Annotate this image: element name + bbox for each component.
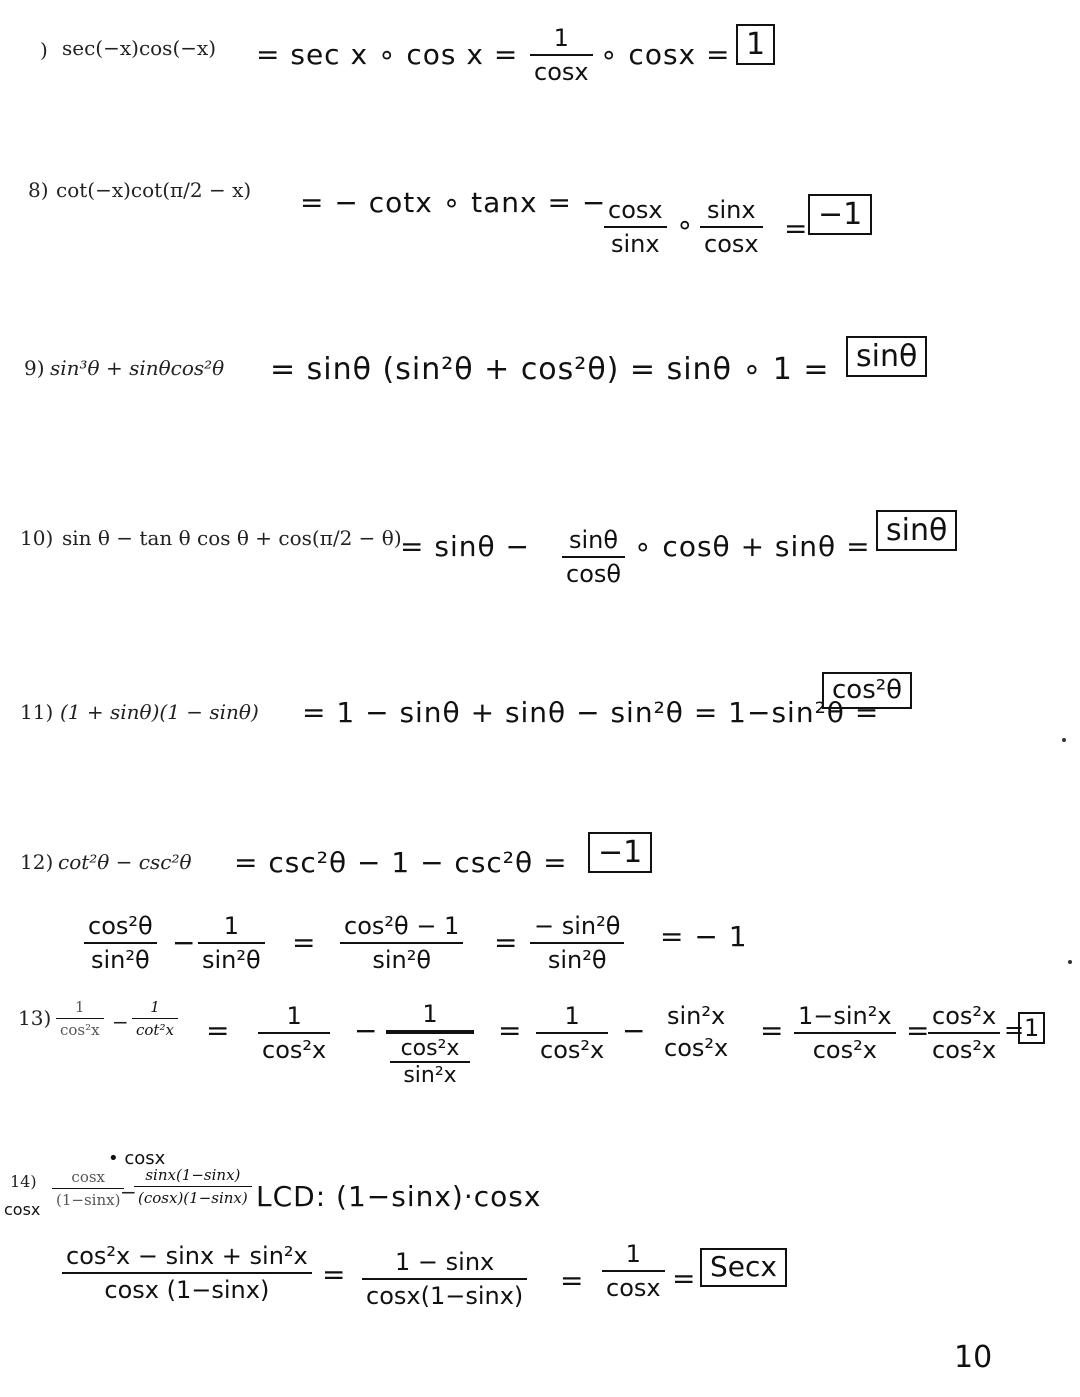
problem-7-answer: 1	[736, 24, 775, 65]
frac-denominator: cos²x	[60, 1021, 100, 1039]
problem-12-line2-minus: −	[172, 926, 197, 959]
problem-13-expr-f2	[132, 998, 178, 1039]
frac-denominator: cos²x	[932, 1036, 997, 1064]
problem-13-eq3: =	[760, 1014, 785, 1047]
frac-denominator: (1−sinx)	[56, 1191, 121, 1209]
problem-8-step1: = − cotx ∘ tanx = −	[300, 186, 607, 219]
frac-numerator: 1−sin²x	[798, 1002, 892, 1030]
problem-11-step1: = 1 − sinθ + sinθ − sin²θ = 1−sin²θ =	[302, 696, 880, 729]
frac-denominator: sin²θ	[202, 946, 261, 974]
problem-14-side: cosx	[4, 1200, 41, 1219]
problem-13-minus1: −	[354, 1014, 379, 1047]
frac-numerator: cos²θ	[88, 912, 153, 940]
problem-12-line2-f1	[84, 912, 157, 974]
problem-9-step1: = sinθ (sin²θ + cos²θ) = sinθ ∘ 1 =	[270, 352, 830, 387]
frac-denominator: cosθ	[566, 560, 622, 588]
problem-9-answer: sinθ	[846, 336, 927, 377]
problem-10-number: 10)	[20, 526, 54, 550]
problem-12-answer: −1	[588, 832, 652, 873]
problem-14-expr-f2	[134, 1166, 252, 1207]
problem-14-number: 14)	[10, 1172, 37, 1191]
problem-13-expr-minus: −	[112, 1010, 129, 1034]
problem-14-lcd: LCD: (1−sinx)·cosx	[256, 1180, 542, 1213]
problem-13-f3	[536, 1002, 608, 1064]
problem-14-eq3: =	[672, 1262, 697, 1295]
frac-numerator: 1 − sinx	[395, 1248, 495, 1276]
problem-8-expression: cot(−x)cot(π/2 − x)	[56, 178, 252, 202]
problem-7-expression: sec(−x)cos(−x)	[62, 36, 217, 60]
problem-7-step1: = sec x ∘ cos x =	[256, 38, 519, 71]
problem-9-expression: sin³θ + sinθcos²θ	[50, 356, 225, 380]
problem-12-line2-eq2: =	[494, 926, 519, 959]
problem-11-expression: (1 + sinθ)(1 − sinθ)	[60, 700, 259, 724]
problem-10-answer: sinθ	[876, 510, 957, 551]
problem-12-expression: cot²θ − csc²θ	[58, 850, 192, 874]
problem-14-f3	[602, 1240, 665, 1302]
frac-numerator: sinx	[707, 196, 756, 224]
frac-denominator: cosx	[534, 58, 589, 86]
problem-13-minus2: −	[622, 1014, 647, 1047]
frac-numerator: cos²x − sinx + sin²x	[66, 1242, 308, 1270]
problem-14-eq2: =	[560, 1264, 585, 1297]
problem-14-f1	[62, 1242, 312, 1304]
frac-denominator: sin²θ	[91, 946, 150, 974]
problem-13-answer: 1	[1018, 1012, 1045, 1044]
problem-13-f2	[386, 1000, 474, 1088]
problem-7-frac1	[530, 24, 593, 86]
frac-numerator: 1	[223, 912, 239, 940]
frac-denominator: cos²x	[812, 1036, 877, 1064]
problem-8-answer: −1	[808, 194, 872, 235]
frac-numerator: 1	[75, 998, 85, 1016]
problem-12-step1: = csc²θ − 1 − csc²θ =	[234, 846, 568, 879]
problem-14-expr-minus: −	[120, 1180, 137, 1204]
problem-13-f4	[660, 1002, 732, 1062]
frac-numerator: 1	[564, 1002, 580, 1030]
frac-numerator: 1	[286, 1002, 302, 1030]
problem-8-frac2	[700, 196, 763, 258]
frac-denominator: sin²θ	[372, 946, 431, 974]
problem-13-f5	[794, 1002, 896, 1064]
frac-numerator: 1	[422, 1000, 438, 1028]
problem-12-line2-eq1: =	[292, 926, 317, 959]
problem-12-line2-f4	[530, 912, 624, 974]
problem-14-eq1: =	[322, 1258, 347, 1291]
problem-7-step2: ∘ cosx =	[600, 38, 731, 71]
frac-denominator: sinx	[611, 230, 660, 258]
frac-numerator: sinx(1−sinx)	[145, 1166, 241, 1184]
stray-mark	[1062, 738, 1066, 742]
problem-8-frac1	[604, 196, 667, 258]
problem-9-number: 9)	[24, 356, 45, 380]
frac-denominator: cos²x	[262, 1036, 327, 1064]
problem-7-number: )	[40, 38, 48, 62]
frac-numerator: cosx	[608, 196, 663, 224]
frac-denominator: cosx (1−sinx)	[104, 1276, 270, 1304]
problem-10-frac1	[562, 526, 625, 588]
frac-numerator: cos²x	[400, 1036, 460, 1061]
frac-numerator: sin²x	[667, 1002, 726, 1030]
frac-denominator: (cosx)(1−sinx)	[138, 1189, 248, 1207]
problem-8-eq: =	[784, 212, 809, 245]
problem-8-dot: ∘	[676, 208, 695, 241]
problem-13-expr-f1	[56, 998, 104, 1039]
frac-denominator: cos²x	[540, 1036, 605, 1064]
problem-14-f2	[362, 1248, 527, 1310]
problem-13-f6	[928, 1002, 1000, 1064]
frac-denominator: sin²x	[403, 1063, 457, 1088]
frac-numerator: − sin²θ	[534, 912, 621, 940]
problem-11-number: 11)	[20, 700, 54, 724]
frac-denominator: cot²x	[136, 1021, 174, 1039]
problem-12-line2-tail: = − 1	[660, 920, 748, 953]
problem-13-eq4: =	[906, 1014, 931, 1047]
stray-mark	[1068, 960, 1072, 964]
problem-8-number: 8)	[28, 178, 49, 202]
problem-13-eq5: =	[1004, 1016, 1025, 1044]
problem-14-expr-f1	[52, 1168, 124, 1209]
frac-denominator: sin²θ	[547, 946, 607, 974]
frac-numerator: 1	[625, 1240, 641, 1268]
problem-12-line2-f3	[340, 912, 463, 974]
problem-10-step1: = sinθ −	[400, 530, 530, 563]
frac-denominator: cosx	[606, 1274, 661, 1302]
problem-12-number: 12)	[20, 850, 54, 874]
problem-13-eq1: =	[206, 1014, 231, 1047]
problem-11-answer: cos²θ	[822, 672, 912, 709]
frac-denominator: cos²x	[664, 1034, 729, 1062]
problem-14-answer: Secx	[700, 1248, 787, 1287]
page-number: 10	[954, 1340, 993, 1375]
frac-numerator: cos²θ − 1	[344, 912, 460, 940]
frac-numerator: cos²x	[932, 1002, 997, 1030]
frac-numerator: sinθ	[569, 526, 619, 554]
problem-13-f1	[258, 1002, 330, 1064]
frac-denominator: cosx(1−sinx)	[366, 1282, 524, 1310]
frac-numerator: 1	[553, 24, 569, 52]
problem-13-f2-inner	[386, 1034, 474, 1088]
problem-10-expression: sin θ − tan θ cos θ + cos(π/2 − θ)	[62, 526, 402, 550]
problem-12-line2-f2	[198, 912, 265, 974]
problem-13-number: 13)	[18, 1006, 52, 1030]
problem-14-annot-top: • cosx	[108, 1148, 166, 1169]
problem-10-step2: ∘ cosθ + sinθ =	[634, 530, 871, 563]
problem-13-eq2: =	[498, 1014, 523, 1047]
frac-numerator: 1	[150, 998, 160, 1016]
frac-numerator: cosx	[71, 1168, 106, 1186]
frac-denominator: cosx	[704, 230, 759, 258]
